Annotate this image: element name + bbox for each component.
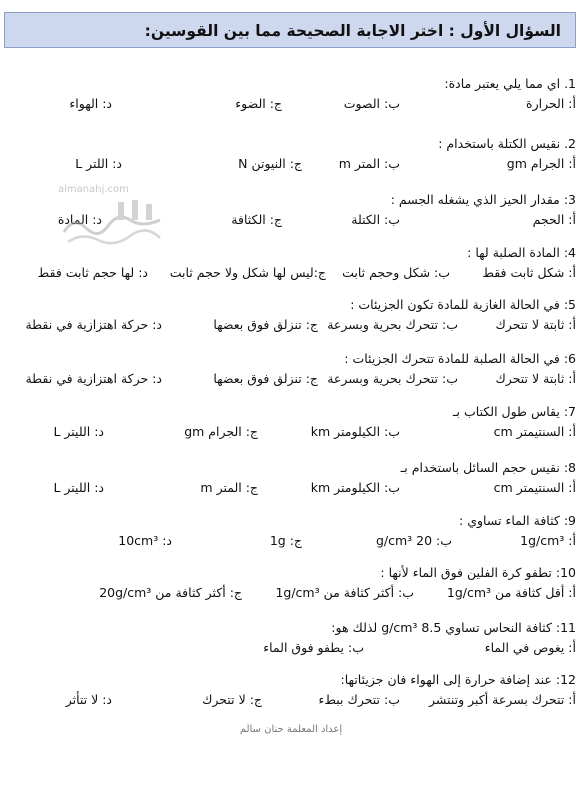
option-d[interactable]: د: الليتر L: [53, 480, 104, 495]
question-text: المادة الصلبة لها :: [467, 245, 560, 260]
question-number: 6:: [563, 351, 576, 366]
question-4: [0, 245, 582, 289]
option-a[interactable]: أ: السنتيمتر cm: [493, 480, 576, 495]
question-text: مقدار الحيز الذي يشغله الجسم :: [390, 192, 560, 207]
option-a[interactable]: أ: الحجم: [532, 212, 576, 227]
question-text: في الحالة الغازية للمادة تكون الجزيئات :: [350, 297, 560, 312]
question-2: [0, 136, 582, 180]
question-number: 9:: [563, 513, 576, 528]
question-number: 12:: [555, 672, 576, 687]
question-number: 7:: [563, 404, 576, 419]
option-a[interactable]: أ: ثابتة لا تتحرك: [495, 317, 576, 332]
question-12: [0, 672, 582, 716]
option-a[interactable]: أ: الحرارة: [526, 96, 576, 111]
option-d[interactable]: د: الهواء: [69, 96, 112, 111]
option-a[interactable]: أ: 1g/cm³: [520, 533, 576, 548]
option-a[interactable]: أ: ثابتة لا تتحرك: [495, 371, 576, 386]
option-c[interactable]: ج: النيوتن N: [238, 156, 302, 171]
option-d[interactable]: د: حركة اهتزازية في نقطة: [25, 371, 162, 386]
option-b[interactable]: ب: تتحرك بحرية وبسرعة: [327, 371, 458, 386]
option-b[interactable]: ب: الكيلومتر km: [310, 480, 400, 495]
option-b[interactable]: ب: الكيلومتر km: [310, 424, 400, 439]
option-d[interactable]: د: لا تتأثر: [65, 692, 112, 707]
option-c[interactable]: ج: الضوء: [235, 96, 282, 111]
option-c[interactable]: ج: 1g: [269, 533, 302, 548]
option-b[interactable]: ب: الصوت: [343, 96, 400, 111]
question-10: [0, 565, 582, 609]
question-9: [0, 513, 582, 557]
question-text: اي مما يلي يعتبر مادة:: [444, 76, 561, 91]
question-number: 3:: [563, 192, 576, 207]
option-b[interactable]: ب: يطفو فوق الماء: [263, 640, 364, 655]
option-c[interactable]: ج: الكثافة: [231, 212, 282, 227]
option-b[interactable]: ب: المتر m: [338, 156, 400, 171]
option-b[interactable]: ب: تتحرك بحرية وبسرعة: [327, 317, 458, 332]
option-c[interactable]: ج: المتر m: [200, 480, 258, 495]
option-a[interactable]: أ: أقل كثافة من 1g/cm³: [446, 585, 576, 600]
option-a[interactable]: أ: السنتيمتر cm: [493, 424, 576, 439]
question-8: [0, 460, 582, 504]
option-d[interactable]: د: حركة اهتزازية في نقطة: [25, 317, 162, 332]
header-title: السؤال الأول : اختر الاجابة الصحيحة مما بين القوسين:: [144, 22, 561, 40]
option-c[interactable]: ج: تنزلق فوق بعضها: [213, 317, 318, 332]
question-6: [0, 351, 582, 395]
teacher-credit: إعداد المعلمة حنان سالم: [239, 724, 343, 735]
option-c[interactable]: ج: تنزلق فوق بعضها: [213, 371, 318, 386]
option-a[interactable]: أ: يغوص في الماء: [484, 640, 576, 655]
option-b[interactable]: ب: تتحرك ببطء: [318, 692, 400, 707]
option-b[interactable]: ب: الكتلة: [351, 212, 400, 227]
option-d[interactable]: د: اللتر L: [75, 156, 122, 171]
option-d[interactable]: د: المادة: [57, 212, 102, 227]
question-number: 2.: [564, 136, 576, 151]
option-c[interactable]: ج: الجرام gm: [184, 424, 258, 439]
option-b[interactable]: ب: أكثر كثافة من 1g/cm³: [275, 585, 414, 600]
watermark-url: almanahj.com: [58, 184, 129, 195]
option-a[interactable]: أ: تتحرك بسرعة أكبر وتنتشر: [429, 692, 576, 707]
option-c[interactable]: ج: أكثر كثافة من 20g/cm³: [99, 585, 242, 600]
question-text: يقاس طول الكتاب بـ: [452, 404, 560, 419]
question-number: 10:: [555, 565, 576, 580]
question-7: [0, 404, 582, 448]
question-text: تطفو كرة الفلين فوق الماء لأنها :: [380, 565, 552, 580]
option-a[interactable]: أ: الجرام gm: [506, 156, 576, 171]
question-number: 5:: [563, 297, 576, 312]
option-b[interactable]: ب: 20 g/cm³: [375, 533, 452, 548]
question-text: نقيس الكتلة باستخدام :: [438, 136, 561, 151]
question-header: [4, 12, 576, 48]
option-d[interactable]: د: الليتر L: [53, 424, 104, 439]
question-5: [0, 297, 582, 341]
question-3: [0, 192, 582, 236]
question-number: 1.: [564, 76, 576, 91]
option-a[interactable]: أ: شكل ثابت فقط: [482, 265, 576, 280]
option-d[interactable]: د: لها حجم ثابت فقط: [37, 265, 148, 280]
option-d[interactable]: د: 10cm³: [118, 533, 172, 548]
question-number: 11:: [555, 620, 576, 635]
question-number: 8:: [563, 460, 576, 475]
question-1: [0, 76, 582, 120]
option-b[interactable]: ب: شكل وحجم ثابت: [342, 265, 450, 280]
question-text: عند إضافة حرارة إلى الهواء فان جزيئاتها:: [340, 672, 552, 687]
question-text: نقيس حجم السائل باستخدام بـ: [400, 460, 560, 475]
question-text: كثافة الماء تساوي :: [459, 513, 560, 528]
question-number: 4:: [563, 245, 576, 260]
option-c[interactable]: ج: لا تتحرك: [202, 692, 262, 707]
question-text: كثافة النحاس تساوي 8.5 g/cm³ لذلك هو:: [331, 620, 552, 635]
question-text: في الحالة الصلبة للمادة تتحرك الجزيئات :: [344, 351, 560, 366]
option-c[interactable]: ج:ليس لها شكل ولا حجم ثابت: [169, 265, 326, 280]
question-11: [0, 620, 582, 664]
